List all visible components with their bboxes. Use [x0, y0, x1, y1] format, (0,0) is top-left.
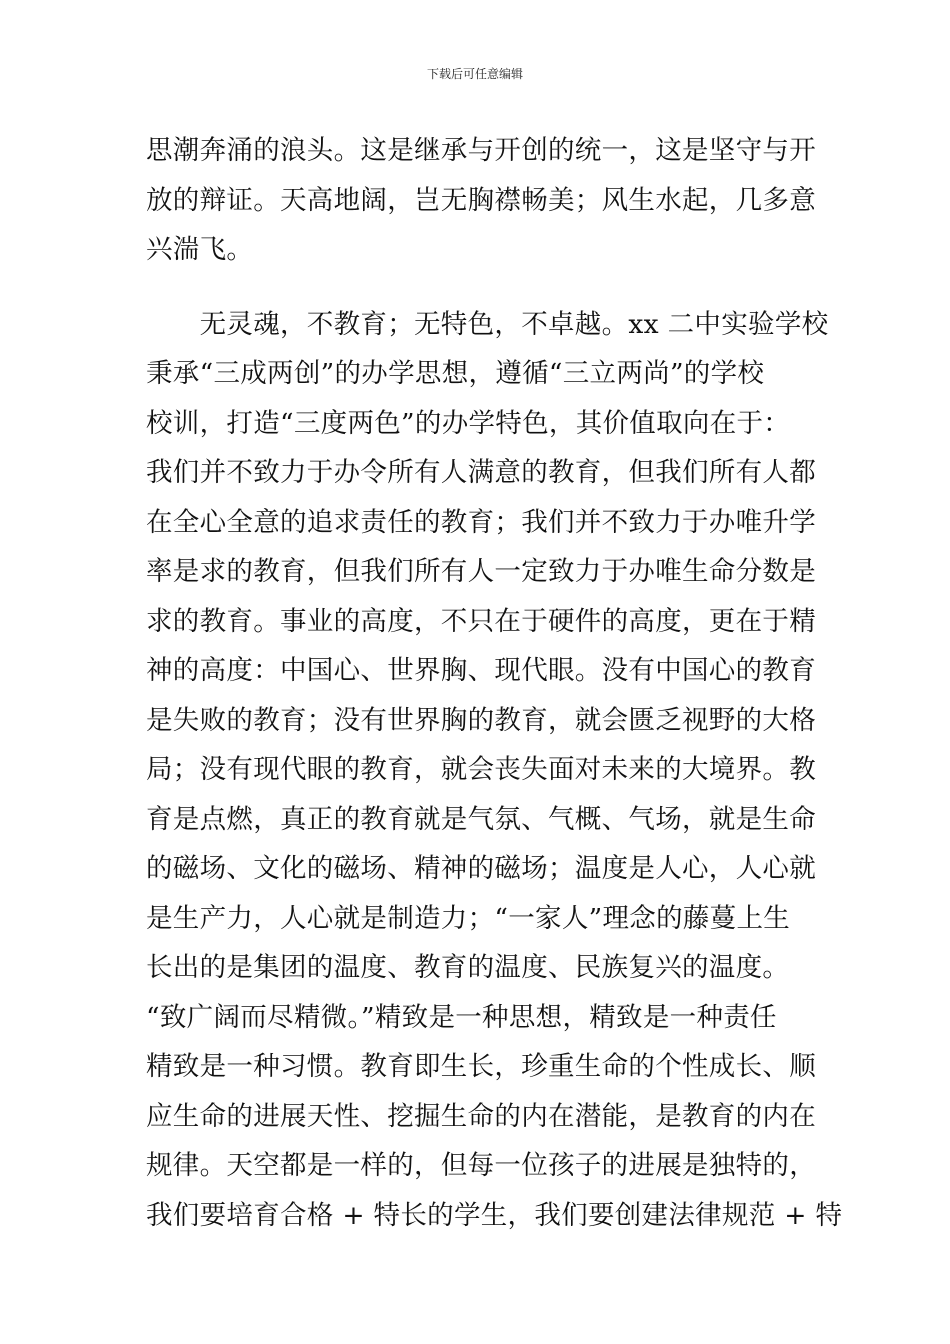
text-line: 我们并不致力于办令所有人满意的教育，但我们所有人都 [146, 457, 816, 488]
text-line: 在全心全意的追求责任的教育；我们并不致力于办唯升学 [146, 506, 816, 538]
page-header-note: 下载后可任意编辑 [426, 67, 523, 81]
text-line: 思潮奔涌的浪头。这是继承与开创的统一，这是坚守与开 [146, 135, 816, 166]
text-line: 无灵魂，不教育；无特色，不卓越。xx 二中实验学校 [146, 308, 829, 340]
text-line: 局；没有现代眼的教育，就会丧失面对未来的大境界。教 [146, 754, 816, 785]
text-line: 秉承“三成两创”的办学思想，遵循“三立两尚”的学校 [146, 358, 765, 389]
text-line: 率是求的教育，但我们所有人一定致力于办唯生命分数是 [146, 556, 816, 587]
paragraph-spacer [146, 275, 826, 300]
text-line: 育是点燃，真正的教育就是气氛、气概、气场，就是生命 [146, 803, 816, 835]
text-line: 是生产力，人心就是制造力；“一家人”理念的藤蔓上生 [146, 902, 791, 934]
text-line: 兴湍飞。 [146, 234, 254, 265]
text-line: 精致是一种习惯。教育即生长，珍重生命的个性成长、顺 [146, 1051, 816, 1082]
text-line: 规律。天空都是一样的，但每一位孩子的进展是独特的， [146, 1150, 816, 1181]
text-line: 神的高度：中国心、世界胸、现代眼。没有中国心的教育 [146, 655, 816, 686]
paragraph-2 [146, 300, 843, 1241]
paragraph-1 [146, 126, 826, 275]
text-line: 放的辩证。天高地阔，岂无胸襟畅美；风生水起，几多意 [146, 184, 816, 216]
text-line: 求的教育。事业的高度，不只在于硬件的高度，更在于精 [146, 605, 816, 637]
text-line: 长出的是集团的温度、教育的温度、民族复兴的温度。 [146, 952, 790, 983]
text-line: 校训，打造“三度两色”的办学特色，其价值取向在于： [146, 407, 791, 439]
text-line: 我们要培育合格 + 特长的学生，我们要创建法律规范 + 特 [146, 1199, 843, 1231]
text-line: 是失败的教育；没有世界胸的教育，就会匮乏视野的大格 [146, 704, 816, 736]
text-line: “致广阔而尽精微。”精致是一种思想，精致是一种责任 [146, 1001, 777, 1033]
text-line: 应生命的进展天性、挖掘生命的内在潜能，是教育的内在 [146, 1100, 816, 1132]
document-body [146, 126, 843, 1240]
text-line: 的磁场、文化的磁场、精神的磁场；温度是人心，人心就 [146, 853, 816, 884]
